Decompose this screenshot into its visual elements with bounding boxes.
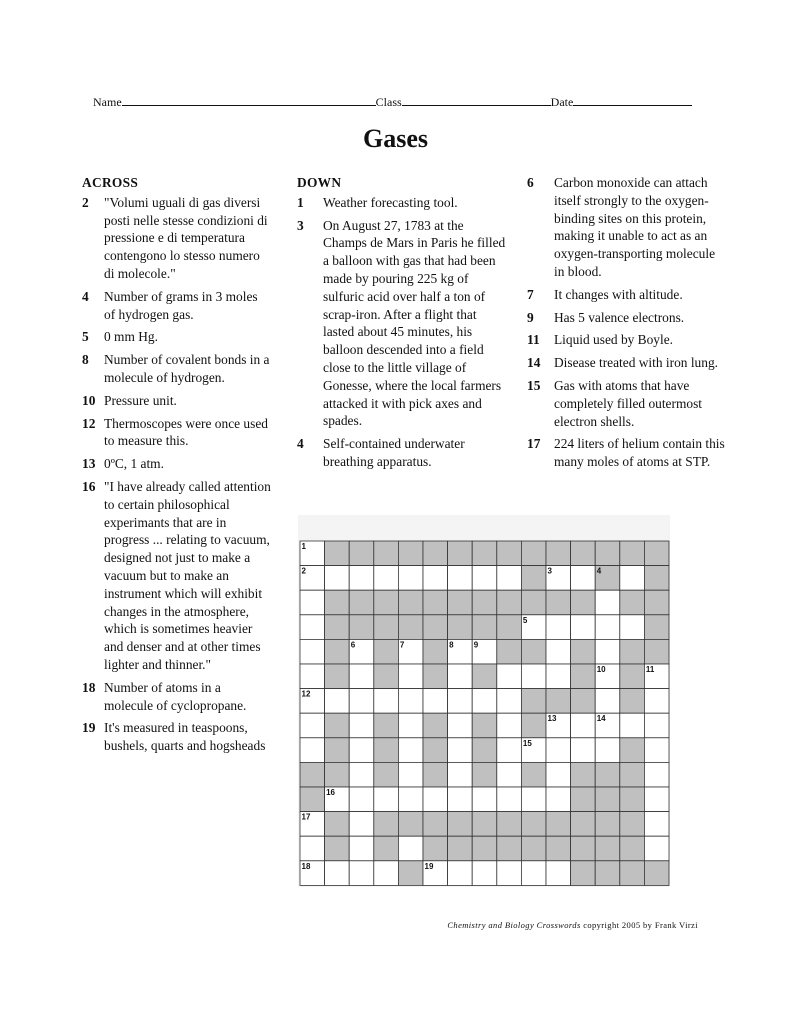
grid-cell[interactable] (448, 738, 473, 763)
grid-cell[interactable] (423, 787, 448, 812)
grid-cell[interactable] (448, 762, 473, 787)
grid-block (521, 762, 546, 787)
grid-block (423, 836, 448, 861)
grid-cell[interactable] (546, 639, 571, 664)
grid-block (595, 812, 620, 837)
grid-cell[interactable] (546, 664, 571, 689)
grid-block (398, 615, 423, 640)
grid-number: 11 (645, 665, 655, 674)
grid-number: 13 (547, 714, 557, 724)
page-title: Gases (363, 124, 428, 153)
grid-cell[interactable] (571, 738, 596, 763)
grid-block (521, 689, 546, 714)
clue-item (527, 377, 727, 430)
grid-block (374, 590, 399, 615)
grid-block (325, 812, 350, 837)
grid-cell[interactable] (497, 689, 522, 714)
grid-cell[interactable] (349, 861, 374, 886)
clue-item (527, 286, 727, 304)
grid-cell[interactable] (448, 713, 473, 738)
clue-item (297, 435, 509, 471)
grid-block (325, 541, 350, 566)
grid-block (423, 541, 448, 566)
clue-number: 6 (527, 175, 534, 190)
grid-cell[interactable] (398, 713, 423, 738)
date-label: Date (550, 95, 574, 109)
grid-block (571, 787, 596, 812)
grid-block (571, 664, 596, 689)
grid-cell[interactable] (300, 738, 325, 763)
grid-block (374, 664, 399, 689)
grid-block (472, 762, 497, 787)
clue-item (297, 217, 509, 431)
grid-cell[interactable] (374, 689, 399, 714)
grid-cell[interactable] (595, 689, 620, 714)
clue-number: 2 (82, 194, 89, 210)
clue-number: 13 (82, 456, 96, 472)
grid-block (472, 664, 497, 689)
grid-block (620, 541, 645, 566)
grid-block (423, 738, 448, 763)
grid-block (595, 762, 620, 787)
grid-cell[interactable] (300, 615, 325, 640)
grid-block (325, 836, 350, 861)
grid-number: 18 (301, 861, 311, 871)
grid-block (571, 812, 596, 837)
grid-cell[interactable] (349, 836, 374, 861)
grid-block (423, 713, 448, 738)
grid-block (620, 689, 645, 714)
clue-text: Number of grams in 3 moles of hydrogen gas. (104, 288, 258, 322)
grid-cell[interactable] (448, 689, 473, 714)
grid-cell[interactable] (546, 615, 571, 640)
grid-cell[interactable] (448, 566, 473, 591)
grid-block (620, 590, 645, 615)
grid-cell[interactable] (595, 639, 620, 664)
grid-block (448, 590, 473, 615)
grid-block (595, 836, 620, 861)
grid-cell[interactable] (644, 787, 669, 812)
clue-item (527, 174, 727, 281)
across-heading: ACROSS (82, 175, 139, 190)
grid-block (325, 615, 350, 640)
grid-cell[interactable] (595, 738, 620, 763)
clue-item (82, 478, 272, 674)
grid-block (521, 566, 546, 591)
class-blank[interactable] (402, 94, 551, 106)
clue-number: 1 (297, 194, 304, 210)
crossword-svg (298, 515, 670, 887)
clue-text: Weather forecasting tool. (323, 194, 458, 210)
grid-number: 17 (301, 812, 311, 822)
grid-number: 10 (596, 665, 606, 674)
grid-block (423, 639, 448, 664)
clue-text: It's measured in teaspoons, bushels, quarts and hogsheads (104, 720, 266, 754)
worksheet-header (93, 94, 692, 110)
grid-number: 12 (301, 689, 311, 699)
grid-block (620, 762, 645, 787)
grid-block (374, 738, 399, 763)
grid-cell[interactable] (497, 861, 522, 886)
clue-text: "I have already called attention to certain philosophical experimants that are in progress ... relating to vacuum, designed not just to make a vacuum but to make an instrument which will exhibit changes in the atmosphere, which is sometimes heavier and denser and at other times lighter and thinner." (104, 478, 271, 672)
grid-block (521, 639, 546, 664)
clue-text: It changes with altitude. (554, 286, 683, 302)
grid-block (571, 590, 596, 615)
grid-block (374, 762, 399, 787)
grid-block (546, 812, 571, 837)
clue-text: Liquid used by Boyle. (554, 332, 674, 348)
grid-block (325, 639, 350, 664)
grid-number: 9 (473, 640, 479, 650)
grid-cell[interactable] (497, 787, 522, 812)
grid-cell[interactable] (571, 566, 596, 591)
grid-block (325, 713, 350, 738)
grid-block (546, 689, 571, 714)
grid-cell[interactable] (300, 590, 325, 615)
grid-cell[interactable] (595, 615, 620, 640)
grid-cell[interactable] (571, 615, 596, 640)
grid-cell[interactable] (497, 713, 522, 738)
clue-item (82, 415, 272, 451)
grid-cell[interactable] (497, 664, 522, 689)
across-clues (82, 174, 272, 760)
grid-cell[interactable] (497, 738, 522, 763)
grid-cell[interactable] (497, 566, 522, 591)
grid-block (448, 812, 473, 837)
grid-block (398, 812, 423, 837)
grid-block (620, 836, 645, 861)
clue-number: 5 (82, 329, 89, 345)
grid-block (374, 713, 399, 738)
grid-block (349, 541, 374, 566)
clue-text: Gas with atoms that have completely filled outermost electron shells. (554, 377, 703, 429)
grid-block (620, 664, 645, 689)
clue-number: 17 (527, 436, 541, 452)
grid-block (423, 664, 448, 689)
grid-cell[interactable] (349, 664, 374, 689)
grid-cell[interactable] (300, 713, 325, 738)
grid-block (398, 590, 423, 615)
grid-cell[interactable] (644, 713, 669, 738)
clue-item (527, 331, 727, 349)
grid-cell[interactable] (398, 566, 423, 591)
grid-block (644, 566, 669, 591)
grid-cell[interactable] (448, 664, 473, 689)
grid-block (398, 861, 423, 886)
grid-cell[interactable] (644, 812, 669, 837)
clue-item (527, 435, 727, 471)
grid-block (595, 787, 620, 812)
grid-block (521, 541, 546, 566)
grid-block (325, 762, 350, 787)
down-clues (297, 174, 509, 476)
grid-block (644, 639, 669, 664)
grid-block (325, 738, 350, 763)
grid-block (546, 590, 571, 615)
grid-block (595, 861, 620, 886)
grid-block (620, 738, 645, 763)
clue-text: 0ºC, 1 atm. (104, 456, 164, 472)
grid-cell[interactable] (349, 566, 374, 591)
clue-number: 19 (82, 720, 96, 736)
grid-block (374, 639, 399, 664)
clue-item (527, 354, 727, 372)
grid-cell[interactable] (325, 689, 350, 714)
clue-text: 224 liters of helium contain this many moles of atoms at STP. (554, 436, 725, 470)
grid-cell[interactable] (398, 689, 423, 714)
grid-number: 15 (522, 738, 532, 748)
clue-item (82, 392, 272, 410)
grid-block (571, 541, 596, 566)
crossword-grid (298, 515, 670, 887)
grid-cell[interactable] (349, 812, 374, 837)
grid-cell[interactable] (472, 861, 497, 886)
clue-text: "Volumi uguali di gas diversi posti nelle stesse condizioni di pressione e di temperatura contengono lo stesso numero di molecole." (104, 194, 268, 281)
grid-block (620, 812, 645, 837)
name-blank[interactable] (122, 94, 376, 106)
grid-number: 8 (449, 640, 454, 650)
grid-cell[interactable] (595, 590, 620, 615)
grid-block (620, 861, 645, 886)
clue-text: Carbon monoxide can attach itself strongly to the oxygen- binding sites on this protein, making it unable to act as an oxygen-transporting molecule in blood. (554, 175, 716, 279)
grid-block (300, 787, 325, 812)
clue-number: 16 (82, 478, 96, 494)
clue-item (82, 719, 272, 755)
grid-block (497, 836, 522, 861)
clue-number: 8 (82, 352, 89, 368)
grid-cell[interactable] (325, 566, 350, 591)
grid-block (521, 812, 546, 837)
grid-block (546, 541, 571, 566)
grid-block (325, 590, 350, 615)
grid-block (423, 762, 448, 787)
grid-block (620, 787, 645, 812)
clue-text: Has 5 valence electrons. (554, 309, 685, 325)
grid-cell[interactable] (472, 787, 497, 812)
clue-item (82, 351, 272, 387)
clue-text: Number of covalent bonds in a molecule of hydrogen. (104, 352, 270, 385)
grid-cell[interactable] (423, 689, 448, 714)
grid-number: 6 (350, 640, 356, 650)
clue-item (82, 288, 272, 324)
grid-cell[interactable] (521, 787, 546, 812)
grid-cell[interactable] (398, 738, 423, 763)
grid-cell[interactable] (546, 787, 571, 812)
grid-cell[interactable] (644, 836, 669, 861)
clue-number: 4 (297, 436, 304, 452)
grid-cell[interactable] (349, 689, 374, 714)
grid-cell[interactable] (398, 664, 423, 689)
grid-block (374, 541, 399, 566)
grid-cell[interactable] (374, 787, 399, 812)
grid-cell[interactable] (620, 615, 645, 640)
copyright-credit (447, 920, 698, 930)
clue-text: Pressure unit. (104, 392, 177, 408)
name-label: Name (93, 95, 122, 109)
grid-cell[interactable] (448, 861, 473, 886)
grid-cell[interactable] (620, 713, 645, 738)
grid-number: 4 (596, 566, 602, 576)
grid-block (448, 836, 473, 861)
grid-cell[interactable] (472, 689, 497, 714)
grid-number: 2 (301, 566, 306, 576)
clue-item (82, 455, 272, 473)
clue-text: Self-contained underwater breathing apparatus. (323, 436, 465, 469)
grid-block (325, 664, 350, 689)
grid-block (423, 812, 448, 837)
grid-number: 3 (547, 566, 552, 576)
copyright-text: copyright 2005 by Frank Virzi (583, 920, 698, 930)
grid-block (472, 738, 497, 763)
grid-block (349, 590, 374, 615)
grid-number: 14 (596, 714, 606, 724)
clue-item (82, 679, 272, 715)
clue-number: 18 (82, 679, 96, 695)
grid-cell[interactable] (448, 787, 473, 812)
grid-cell[interactable] (546, 861, 571, 886)
grid-cell[interactable] (300, 664, 325, 689)
grid-block (472, 541, 497, 566)
grid-block (423, 590, 448, 615)
grid-block (546, 836, 571, 861)
grid-cell[interactable] (644, 762, 669, 787)
grid-cell[interactable] (349, 738, 374, 763)
grid-block (644, 541, 669, 566)
grid-block (521, 836, 546, 861)
grid-cell[interactable] (398, 762, 423, 787)
grid-number: 1 (301, 542, 306, 551)
grid-cell[interactable] (423, 566, 448, 591)
grid-cell[interactable] (472, 566, 497, 591)
clue-number: 3 (297, 217, 304, 233)
grid-block (448, 615, 473, 640)
grid-cell[interactable] (521, 861, 546, 886)
grid-block (644, 861, 669, 886)
grid-cell[interactable] (300, 639, 325, 664)
clue-number: 14 (527, 355, 541, 371)
grid-block (374, 615, 399, 640)
clue-item (82, 328, 272, 346)
clue-text: Disease treated with iron lung. (554, 355, 718, 371)
grid-cell[interactable] (620, 566, 645, 591)
grid-block (571, 836, 596, 861)
grid-block (595, 541, 620, 566)
grid-cell[interactable] (398, 836, 423, 861)
grid-cell[interactable] (349, 713, 374, 738)
clue-number: 15 (527, 377, 541, 393)
clue-item (82, 194, 272, 283)
grid-block (571, 689, 596, 714)
date-blank[interactable] (573, 94, 692, 106)
grid-block (644, 590, 669, 615)
grid-block (300, 762, 325, 787)
grid-block (398, 541, 423, 566)
grid-block (423, 615, 448, 640)
clue-number: 4 (82, 288, 89, 304)
grid-block (374, 836, 399, 861)
grid-cell[interactable] (497, 762, 522, 787)
down-clues-continued (527, 174, 727, 476)
grid-block (571, 762, 596, 787)
grid-block (521, 590, 546, 615)
grid-block (472, 615, 497, 640)
grid-cell[interactable] (521, 664, 546, 689)
clue-number: 10 (82, 392, 96, 408)
grid-cell[interactable] (300, 836, 325, 861)
clue-number: 7 (527, 286, 534, 302)
clue-text: On August 27, 1783 at the Champs de Mars in Paris he filled a balloon with gas that had been made by pouring 225 kg of sulfuric acid over half a ton of scrap-iron. After a flight that lasted about 45 minutes, his balloon descended into a field close to the little village of Gonesse, where the local farmers attacked it with pick axes and spades. (323, 217, 506, 429)
grid-cell[interactable] (546, 762, 571, 787)
grid-cell[interactable] (644, 689, 669, 714)
grid-number: 7 (399, 640, 405, 650)
grid-block (644, 615, 669, 640)
grid-number: 16 (326, 788, 336, 797)
clue-text: 0 mm Hg. (104, 329, 158, 345)
clue-number: 11 (527, 332, 540, 348)
grid-block (349, 615, 374, 640)
clue-text: Number of atoms in a molecule of cyclopropane. (104, 679, 247, 713)
clue-item (527, 309, 727, 327)
grid-block (497, 615, 522, 640)
grid-block (620, 639, 645, 664)
grid-block (472, 590, 497, 615)
class-label: Class (375, 95, 402, 109)
grid-block (497, 541, 522, 566)
grid-number: 5 (522, 615, 528, 625)
grid-block (497, 639, 522, 664)
grid-block (571, 639, 596, 664)
grid-block (472, 713, 497, 738)
grid-block (374, 812, 399, 837)
grid-block (472, 836, 497, 861)
grid-cell[interactable] (398, 787, 423, 812)
grid-block (472, 812, 497, 837)
grid-cell[interactable] (349, 762, 374, 787)
clue-text: Thermoscopes were once used to measure this. (104, 415, 268, 449)
grid-cell[interactable] (571, 713, 596, 738)
grid-cell[interactable] (374, 861, 399, 886)
grid-cell[interactable] (374, 566, 399, 591)
clue-number: 12 (82, 415, 96, 431)
grid-cell[interactable] (349, 787, 374, 812)
clue-item (297, 194, 509, 212)
grid-cell[interactable] (546, 738, 571, 763)
grid-cell[interactable] (325, 861, 350, 886)
book-title: Chemistry and Biology Crosswords (447, 920, 581, 930)
grid-number: 19 (424, 861, 434, 871)
grid-block (448, 541, 473, 566)
grid-block (497, 590, 522, 615)
grid-block (497, 812, 522, 837)
grid-block (571, 861, 596, 886)
down-heading: DOWN (297, 175, 342, 190)
grid-cell[interactable] (644, 738, 669, 763)
grid-block (521, 713, 546, 738)
clue-number: 9 (527, 309, 534, 325)
